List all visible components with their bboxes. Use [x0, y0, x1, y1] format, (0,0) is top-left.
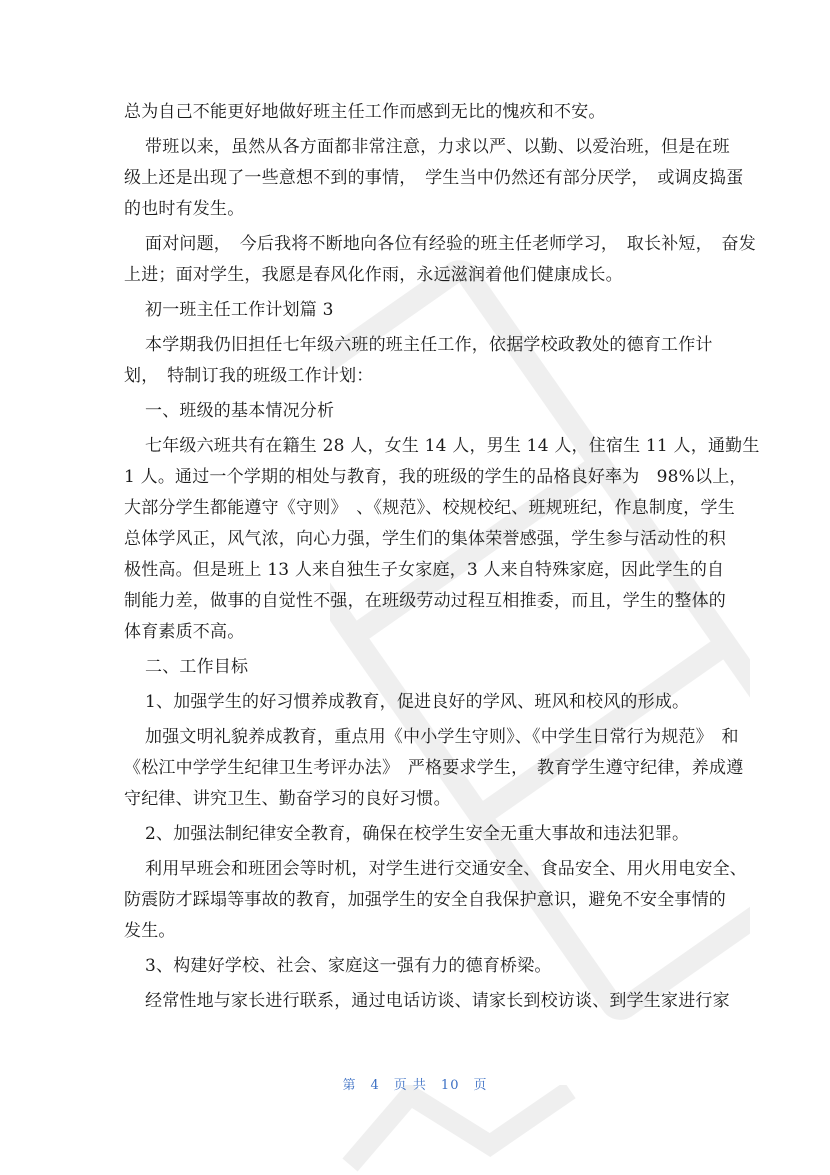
text-line: 极性高。但是班上 13 人来自独生子女家庭，3 人来自特殊家庭，因此学生的自	[124, 560, 725, 580]
text-line: 利用早班会和班团会等时机，对学生进行交通安全、食品安全、用火用电安全、	[145, 859, 747, 879]
paragraph	[124, 396, 712, 427]
text-line: 大部分学生都能遵守《守则》 、《规范》、校规校纪、班规班纪，作息制度，学生	[124, 498, 735, 518]
paragraph	[124, 722, 744, 815]
text-line: 1、加强学生的好习惯养成教育，促进良好的学风、班风和校风的形成。	[145, 692, 690, 712]
paragraph	[124, 132, 744, 225]
document-body	[124, 97, 760, 1017]
text-line: 体育素质不高。	[124, 622, 245, 642]
text-line: 二、工作目标	[145, 657, 249, 677]
watermark-fragment	[330, 1085, 630, 1175]
text-line: 上进；面对学生，我愿是春风化作雨，永远滋润着他们健康成长。	[124, 265, 623, 285]
paragraph	[124, 854, 747, 947]
text-line: 带班以来，虽然从各方面都非常注意，力求以严、以勤、以爱治班，但是在班	[145, 137, 730, 157]
text-line: 一、班级的基本情况分析	[145, 401, 335, 421]
paragraph	[124, 330, 712, 392]
text-line: 级上还是出现了一些意想不到的事情， 学生当中仍然还有部分厌学， 或调皮捣蛋	[124, 168, 744, 188]
text-line: 初一班主任工作计划篇 3	[145, 300, 334, 320]
text-line: 七年级六班共有在籍生 28 人，女生 14 人，男生 14 人，住宿生 11 人，通勤生	[145, 436, 760, 456]
text-line: 划， 特制订我的班级工作计划：	[124, 366, 374, 386]
text-line: 防震防才踩塌等事故的教育，加强学生的安全自我保护意识，避免不安全事情的	[124, 890, 726, 910]
text-line: 3、构建好学校、社会、家庭这一强有力的德育桥梁。	[145, 956, 552, 976]
paragraph	[124, 97, 712, 128]
text-line: 本学期我仍旧担任七年级六班的班主任工作，依据学校政教处的德育工作计	[145, 335, 713, 355]
paragraph	[124, 652, 712, 683]
paragraph	[124, 229, 756, 291]
text-line: 面对问题， 今后我将不断地向各位有经验的班主任老师学习， 取长补短， 奋发	[145, 234, 756, 254]
text-line: 经常性地与家长进行联系，通过电话访谈、请家长到校访谈、到学生家进行家	[145, 991, 730, 1011]
paragraph	[124, 295, 712, 326]
text-line: 发生。	[124, 921, 176, 941]
paragraph	[124, 819, 712, 850]
text-line: 守纪律、讲究卫生、勤奋学习的良好习惯。	[124, 789, 451, 809]
text-line: 2、加强法制纪律安全教育，确保在校学生安全无重大事故和违法犯罪。	[145, 824, 690, 844]
paragraph	[124, 687, 712, 718]
text-line: 的也时有发生。	[124, 199, 245, 219]
text-line: 制能力差，做事的自觉性不强，在班级劳动过程互相推委，而且，学生的整体的	[124, 591, 726, 611]
text-line: 总体学风正，风气浓，向心力强，学生们的集体荣誉感强，学生参与活动性的积	[124, 529, 726, 549]
paragraph	[124, 951, 712, 982]
paragraph	[124, 986, 730, 1017]
text-line: 加强文明礼貌养成教育，重点用《中小学生守则》、《中学生日常行为规范》 和	[145, 727, 739, 747]
text-line: 总为自己不能更好地做好班主任工作而感到无比的愧疚和不安。	[124, 102, 606, 122]
paragraph	[124, 431, 760, 648]
page-footer: 第 4 页 共 10 页	[342, 1078, 488, 1093]
text-line: 1 人。通过一个学期的相处与教育，我的班级的学生的品格良好率为 98%以上，	[124, 467, 747, 487]
text-line: 《松江中学学生纪律卫生考评办法》 严格要求学生， 教育学生遵守纪律，养成遵	[124, 758, 744, 778]
